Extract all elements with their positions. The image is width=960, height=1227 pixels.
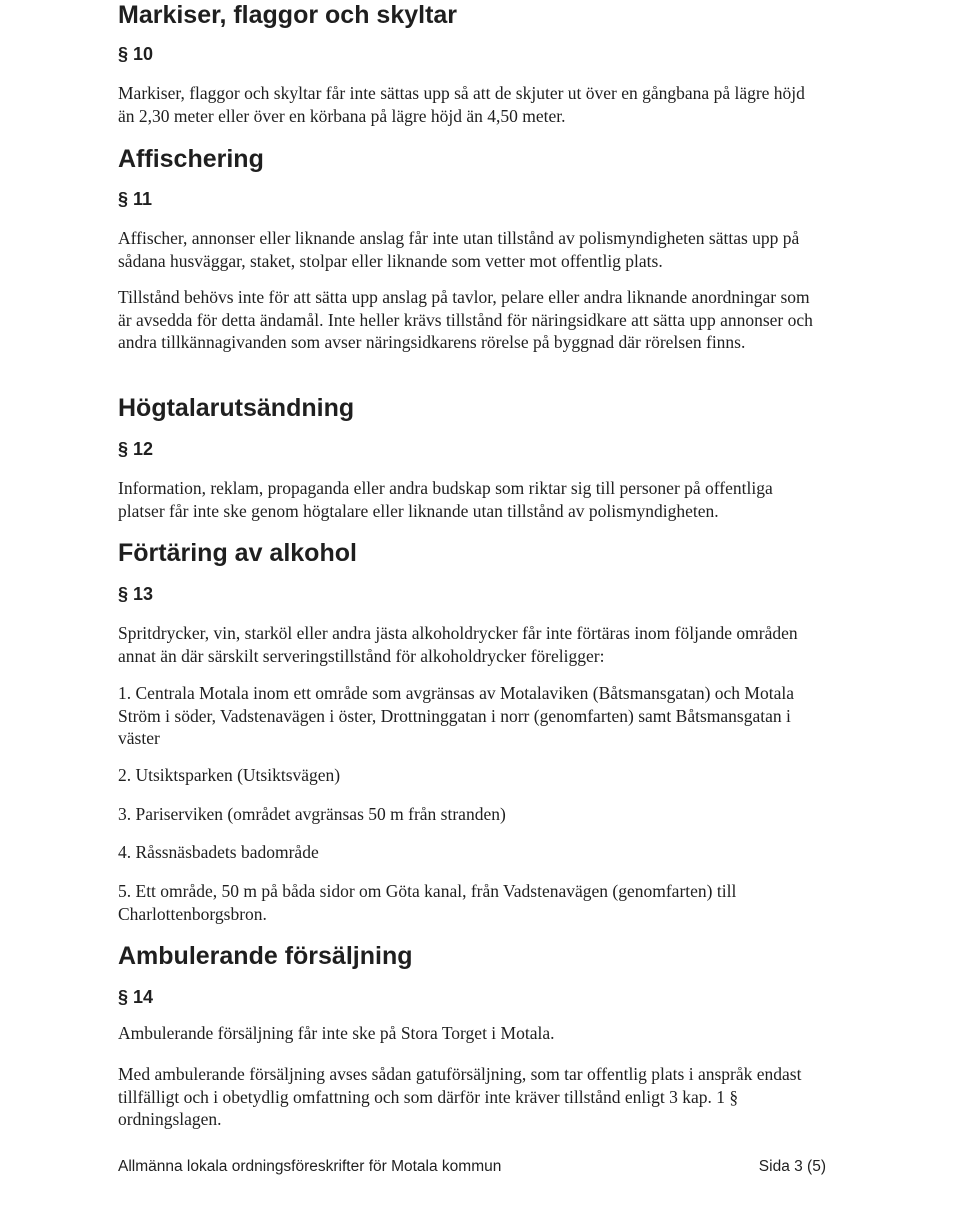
section-11-text-1: Affischer, annonser eller liknande anslag får inte utan tillstånd av polismyndigheten sättas upp på sådana husväggar, staket, stolpar eller liknande som vetter mot offentlig plats. — [118, 228, 800, 271]
list-item: 1. Centrala Motala inom ett område som avgränsas av Motalaviken (Båtsmansgatan) och Motala Ström i söder, Vadstenavägen i öster, Drottninggatan i norr (genomfarten) samt Båtsmansgatan i väster — [118, 683, 794, 748]
section-13-text: Spritdrycker, vin, starköl eller andra jästa alkoholdrycker får inte förtäras inom följande områden annat än där särskilt serveringstillstånd för alkoholdrycker föreligger: — [118, 623, 798, 666]
paragraph-number-14: § 14 — [118, 987, 154, 1007]
list-item: 5. Ett område, 50 m på båda sidor om Göta kanal, från Vadstenavägen (genomfarten) till Charlottenborgsbron. — [118, 881, 737, 924]
paragraph-number-10: § 10 — [118, 44, 154, 64]
section-11-text-2: Tillstånd behövs inte för att sätta upp anslag på tavlor, pelare eller andra liknande anordningar som är avsedda för detta ändamål. Inte heller krävs tillstånd för näringsidkare att sätta upp annonser och andra tillkännagivanden som avser näringsidkarens rörelse på byggnad där rörelsen finns. — [118, 287, 813, 352]
section-heading-ambulerande-forsaljning: Ambulerande försäljning — [118, 942, 413, 970]
footer-page-number: Sida 3 (5) — [758, 1158, 826, 1175]
section-10-text: Markiser, flaggor och skyltar får inte sättas upp så att de skjuter ut över en gångbana på lägre höjd än 2,30 meter eller över en körbana på lägre höjd än 4,50 meter. — [118, 83, 805, 126]
section-heading-markiser: Markiser, flaggor och skyltar — [118, 1, 458, 29]
section-14-text-2: Med ambulerande försäljning avses sådan gatuförsäljning, som tar offentlig plats i anspråk endast tillfälligt och i obetydlig omfattning och som därför inte kräver tillstånd enligt 3 kap. 1 § ordningslagen. — [118, 1064, 802, 1129]
list-item: 2. Utsiktsparken (Utsiktsvägen) — [118, 765, 341, 785]
section-heading-fortaring-av-alkohol: Förtäring av alkohol — [118, 539, 357, 567]
section-12-text: Information, reklam, propaganda eller andra budskap som riktar sig till personer på offentliga platser får inte ske genom högtalare eller liknande utan tillstånd av polismyndigheten. — [118, 478, 773, 521]
footer-title: Allmänna lokala ordningsföreskrifter för Motala kommun — [118, 1158, 502, 1175]
list-item: 4. Råssnäsbadets badområde — [118, 842, 319, 862]
section-heading-affischering: Affischering — [118, 145, 264, 173]
paragraph-number-12: § 12 — [118, 439, 154, 459]
section-14-text-1: Ambulerande försäljning får inte ske på Stora Torget i Motala. — [118, 1023, 555, 1043]
section-heading-hogtalarutsandning: Högtalarutsändning — [118, 394, 355, 422]
paragraph-number-13: § 13 — [118, 584, 154, 604]
list-item: 3. Pariserviken (området avgränsas 50 m från stranden) — [118, 804, 506, 824]
paragraph-number-11: § 11 — [118, 189, 153, 209]
